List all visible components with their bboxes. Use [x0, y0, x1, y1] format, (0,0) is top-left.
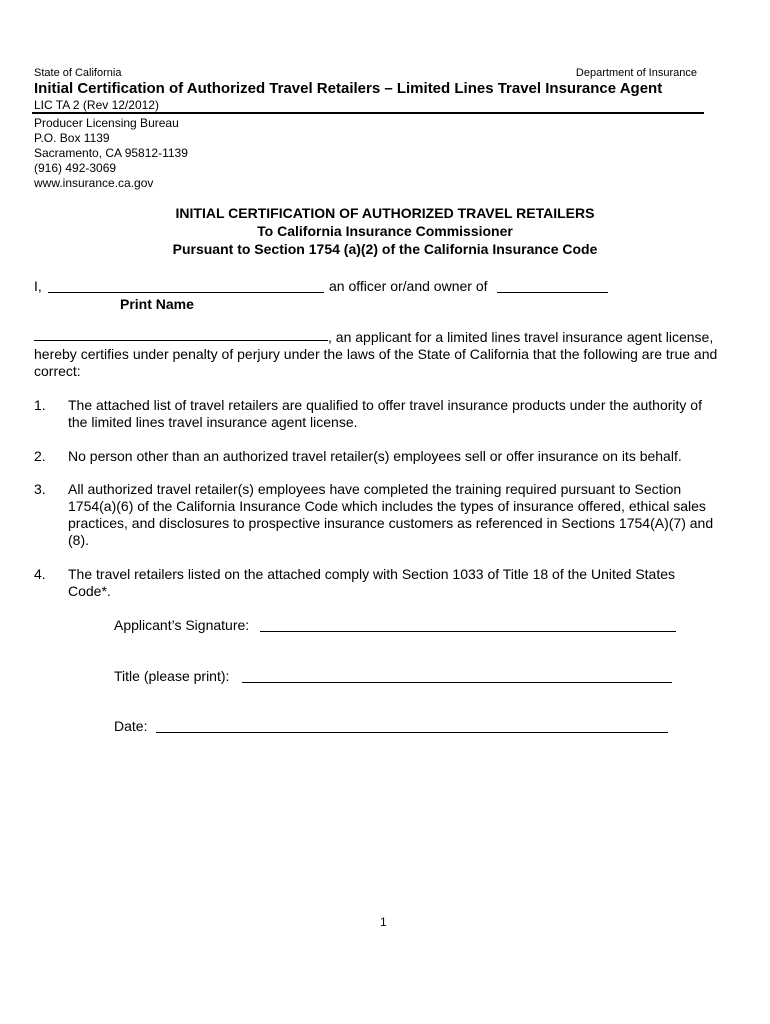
print-name-field[interactable]	[48, 292, 324, 293]
print-name-label: Print Name	[120, 296, 194, 312]
address-line: Producer Licensing Bureau	[34, 116, 179, 130]
applicant-name-field[interactable]	[34, 340, 328, 341]
signature-label: Applicant’s Signature:	[114, 617, 250, 633]
item-text: The attached list of travel retailers are qualified to offer travel insurance products under the authority of the limited lines travel insurance agent license.	[68, 397, 702, 430]
date-label: Date:	[114, 718, 148, 734]
company-name-field[interactable]	[497, 292, 608, 293]
certification-subheading: To California Insurance Commissioner	[257, 223, 513, 239]
header-divider	[32, 112, 704, 114]
item-text: All authorized travel retailer(s) employees have completed the training required pursuant to Section 1754(a)(6) of the California Insurance Code which includes the types of insurance offered, ethical sales practices, and disclosures to prospective insurance customers as referenced in Sections 1754(A)(7) and (8).	[68, 481, 714, 548]
certify-text: hereby certifies under penalty of perjury under the laws of the State of California that the following are true and correct:	[34, 346, 718, 379]
item-text: The travel retailers listed on the attached comply with Section 1033 of Title 18 of the United States Code*.	[68, 566, 676, 599]
item-number: 1.	[34, 397, 46, 413]
title-label: Title (please print):	[114, 668, 230, 684]
department-label: Department of Insurance	[575, 67, 697, 79]
item-number: 3.	[34, 481, 46, 497]
title-field[interactable]	[242, 682, 672, 683]
website-link[interactable]: www.insurance.ca.gov	[34, 176, 154, 190]
page-number: 1	[380, 915, 387, 929]
address-line: (916) 492-3069	[34, 161, 117, 175]
item-text: No person other than an authorized travel retailer(s) employees sell or offer insurance on its behalf.	[68, 448, 682, 464]
form-number: LIC TA 2 (Rev 12/2012)	[34, 98, 159, 112]
officer-text: an officer or/and owner of	[329, 278, 488, 294]
intro-prefix: I,	[34, 278, 42, 294]
certification-heading: INITIAL CERTIFICATION OF AUTHORIZED TRAVEL RETAILERS	[175, 205, 595, 221]
date-field[interactable]	[156, 732, 668, 733]
item-number: 4.	[34, 566, 46, 582]
address-line: P.O. Box 1139	[34, 131, 110, 145]
state-label: State of California	[34, 67, 122, 79]
applicant-text: , an applicant for a limited lines travel insurance agent license,	[328, 329, 714, 345]
signature-field[interactable]	[260, 631, 676, 632]
item-number: 2.	[34, 448, 46, 464]
certification-code-reference: Pursuant to Section 1754 (a)(2) of the California Insurance Code	[172, 241, 598, 257]
address-line: Sacramento, CA 95812-1139	[34, 146, 188, 160]
form-title: Initial Certification of Authorized Travel Retailers – Limited Lines Travel Insurance Agent	[34, 80, 663, 97]
